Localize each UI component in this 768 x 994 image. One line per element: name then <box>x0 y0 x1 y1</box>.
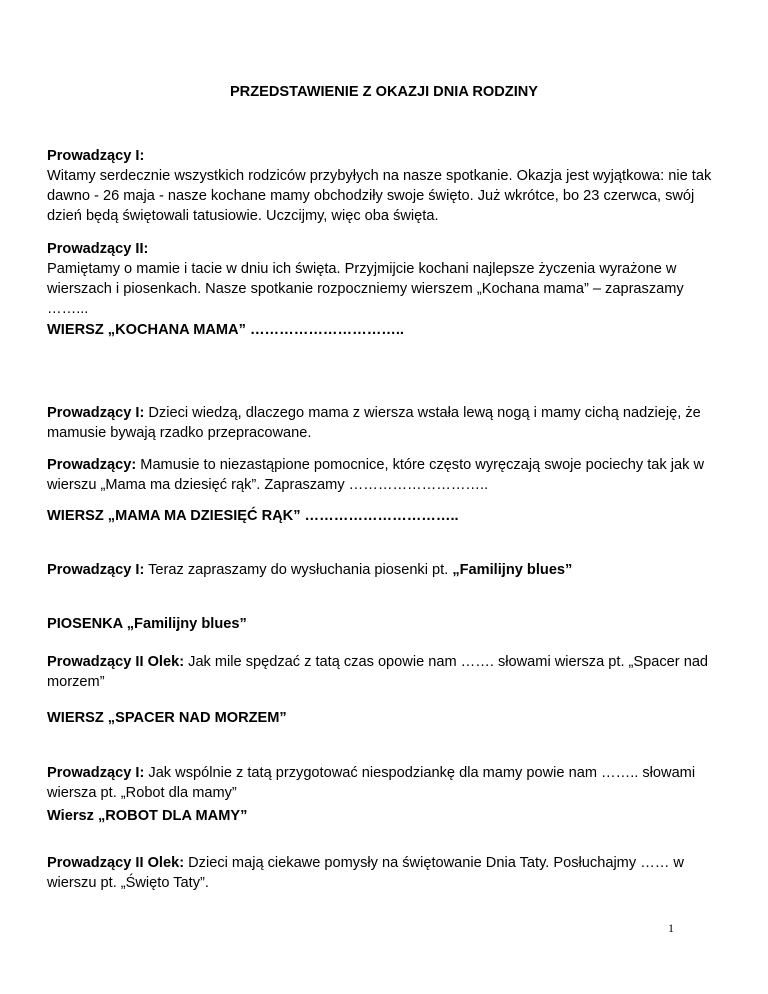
speaker-label: Prowadzący I: <box>47 562 145 578</box>
speaker-text: Pamiętamy o mamie i tacie w dniu ich święta. Przyjmijcie kochani najlepsze życzenia wyrażone w wierszach i piosenkach. Nasze spotkanie rozpoczniemy wierszem „Kochana mama” – zapraszamy ……... <box>47 261 684 317</box>
document-title: PRZEDSTAWIENIE Z OKAZJI DNIA RODZINY <box>229 84 539 100</box>
section-heading: PIOSENKA „Familijny blues” <box>47 616 247 632</box>
speaker-text: Jak mile spędzać z tatą czas opowie nam ……. słowami wiersza pt. „Spacer nad morzem” <box>47 654 709 690</box>
dialogue-entry <box>47 763 727 803</box>
page-number: 1 <box>668 921 674 935</box>
section-heading: WIERSZ „SPACER NAD MORZEM” <box>47 710 287 726</box>
dialogue-entry <box>47 853 727 893</box>
section-heading: WIERSZ „KOCHANA MAMA” ………………………….. <box>47 322 404 338</box>
speaker-label: Prowadzący II: <box>47 241 149 257</box>
dialogue-entry <box>47 652 727 692</box>
song-title: „Familijny blues” <box>452 562 573 578</box>
dialogue-entry <box>47 239 727 319</box>
dialogue-entry <box>47 560 727 580</box>
speaker-text: Witamy serdecznie wszystkich rodziców przybyłych na nasze spotkanie. Okazja jest wyjątkowa: nie tak dawno - 26 maja - nasze kochane mamy obchodziły swoje święto. Już wkrótce, bo 23 czerwca, swój dzień będą świętowali tatusiowie. Uczcijmy, więc oba święta. <box>47 168 712 224</box>
speaker-text: Dzieci wiedzą, dlaczego mama z wiersza wstała lewą nogą i mamy cichą nadzieję, że mamusie bywają rzadko przepracowane. <box>47 405 701 441</box>
speaker-text: Mamusie to niezastąpione pomocnice, które często wyręczają swoje pociechy tak jak w wierszu „Mama ma dziesięć rąk”. Zapraszamy ……………………….. <box>47 457 705 493</box>
speaker-label: Prowadzący II Olek: <box>47 855 185 871</box>
section-heading: WIERSZ „MAMA MA DZIESIĘĆ RĄK” ………………………….. <box>47 508 459 524</box>
speaker-label: Prowadzący I: <box>47 765 145 781</box>
dialogue-entry <box>47 403 727 443</box>
section-heading: Wiersz „ROBOT DLA MAMY” <box>47 808 248 824</box>
speaker-label: Prowadzący II Olek: <box>47 654 185 670</box>
speaker-text: Dzieci mają ciekawe pomysły na świętowanie Dnia Taty. Posłuchajmy …… w wierszu pt. „Święto Taty”. <box>47 855 684 891</box>
speaker-label: Prowadzący I: <box>47 148 145 164</box>
dialogue-entry <box>47 455 727 495</box>
dialogue-entry <box>47 146 727 226</box>
speaker-text: Teraz zapraszamy do wysłuchania piosenki pt. <box>148 562 449 578</box>
speaker-label: Prowadzący I: <box>47 405 145 421</box>
speaker-text: Jak wspólnie z tatą przygotować niespodziankę dla mamy powie nam …….. słowami wiersza pt. „Robot dla mamy” <box>47 765 696 801</box>
speaker-label: Prowadzący: <box>47 457 137 473</box>
